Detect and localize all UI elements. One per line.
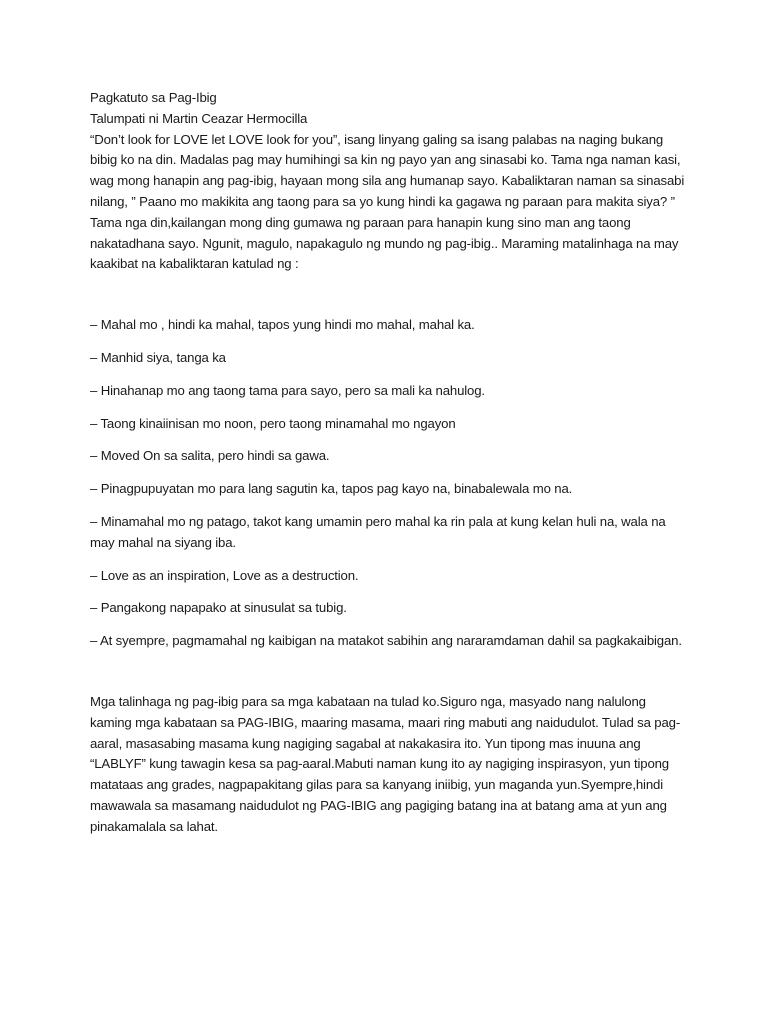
love-paradox-list	[90, 315, 690, 652]
document-title: Pagkatuto sa Pag-Ibig	[90, 90, 217, 105]
list-item: – Pinagpupuyatan mo para lang sagutin ka, tapos pag kayo na, binabalewala mo na.	[90, 481, 573, 497]
document-subtitle: Talumpati ni Martin Ceazar Hermocilla	[90, 110, 308, 126]
list-item: – Manhid siya, tanga ka	[90, 349, 226, 365]
document-body	[90, 88, 690, 838]
list-item: – Minamahal mo ng patago, takot kang umamin pero mahal ka rin pala at kung kelan huli na, wala na may mahal na siyang iba.	[90, 513, 666, 550]
list-item: – Mahal mo , hindi ka mahal, tapos yung hindi mo mahal, mahal ka.	[90, 317, 475, 333]
list-item: – Love as an inspiration, Love as a destruction.	[90, 567, 359, 583]
intro-paragraph: “Don’t look for LOVE let LOVE look for you”, isang linyang galing sa isang palabas na naging bukang bibig ko na din. Madalas pag may humihingi sa kin ng payo yan ang sinasabi ko. Tama nga naman kasi, wag mong hanapin ang pag-ibig, hayaan mong sila ang humanap sayo. Kabaliktaran naman sa sinasabi nilang, ” Paano mo makikita ang taong para sa yo kung hindi ka gagawa ng paraan para makita siya? ” Tama nga din,kailangan mong ding gumawa ng paraan para hanapin kung sino man ang taong nakatadhana sayo. Ngunit, magulo, napakagulo ng mundo ng pag-ibig.. Maraming matalinhaga na may kaakibat na kabaliktaran katulad ng :	[90, 131, 685, 272]
list-item: – Pangakong napapako at sinusulat sa tubig.	[90, 600, 347, 616]
list-item: – Hinahanap mo ang taong tama para sayo, pero sa mali ka nahulog.	[90, 382, 485, 398]
list-item: – At syempre, pagmamahal ng kaibigan na matakot sabihin ang nararamdaman dahil sa pagkakaibigan.	[90, 633, 682, 649]
list-item: – Moved On sa salita, pero hindi sa gawa.	[90, 448, 330, 464]
list-item: – Taong kinaiinisan mo noon, pero taong minamahal mo ngayon	[90, 415, 456, 431]
closing-paragraph: Mga talinhaga ng pag-ibig para sa mga kabataan na tulad ko.Siguro nga, masyado nang nalulong kaming mga kabataan sa PAG-IBIG, maaring masama, maari ring mabuti ang naidudulot. Tulad sa pag-aaral, masasabing masama kung nagiging sagabal at nakakasira ito. Yun tipong mas inuuna ang “LABLYF” kung tawagin kesa sa pag-aaral.Mabuti naman kung ito ay nagiging inspirasyon, yun tipong matataas ang grades, nagpapakitang gilas para sa kanyang iniibig, yun maganda yun.Syempre,hindi mawawala sa masamang naidudulot ng PAG-IBIG ang pagiging batang ina at batang ama at yun ang pinakamalala sa lahat.	[90, 693, 681, 834]
